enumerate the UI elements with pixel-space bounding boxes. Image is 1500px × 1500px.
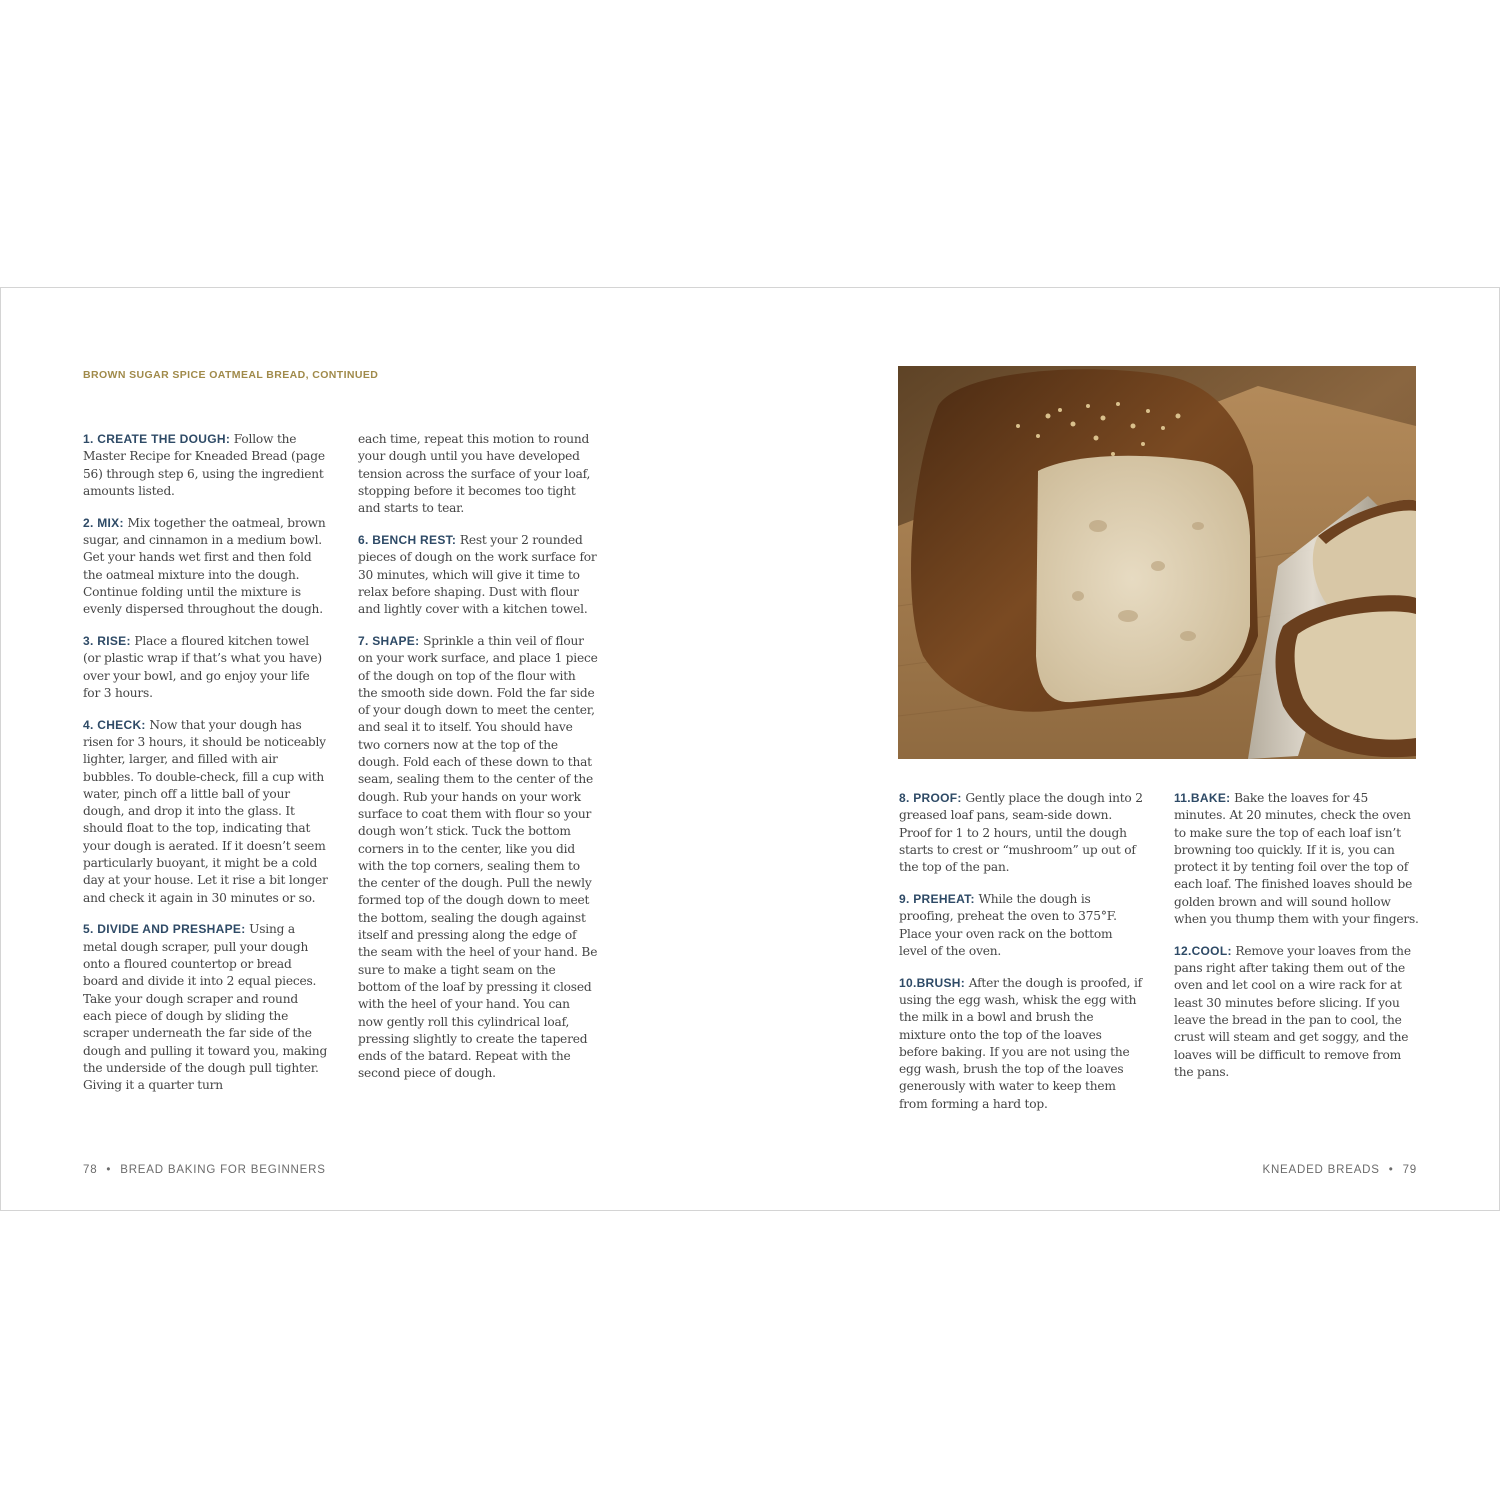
step-paragraph (83, 515, 328, 619)
instructions-column-1 (83, 431, 328, 1109)
step-label: 11.BAKE: (1174, 791, 1231, 805)
step-paragraph (1174, 790, 1422, 928)
page-number: 78 (83, 1164, 98, 1176)
bread-photo (898, 366, 1416, 759)
instructions-column-2 (358, 431, 598, 1097)
step-paragraph (83, 431, 328, 500)
instructions-column-4 (1174, 790, 1422, 1096)
step-label: 3. RISE: (83, 633, 131, 648)
step-label: 1. CREATE THE DOUGH: (83, 432, 231, 446)
step-label: 4. CHECK: (83, 717, 146, 732)
step-label: 9. PREHEAT: (899, 891, 975, 906)
left-folio (83, 1164, 326, 1176)
step-label: 12.COOL: (1174, 943, 1232, 958)
step-paragraph (899, 790, 1143, 876)
step-paragraph (83, 921, 328, 1094)
step-continuation: each time, repeat this motion to round your dough until you have developed tension across the surface of your loaf, stopping before it becomes too tight and starts to tear. (358, 432, 591, 516)
folio-separator: • (1388, 1164, 1394, 1176)
chapter-title: KNEADED BREADS (1262, 1164, 1380, 1176)
step-label: 7. SHAPE: (358, 633, 420, 648)
step-paragraph (899, 975, 1143, 1113)
folio-separator: • (106, 1164, 112, 1176)
step-label: 5. DIVIDE AND PRESHAPE: (83, 922, 246, 937)
step-text: Rest your 2 rounded pieces of dough on the work surface for 30 minutes, which will give it time to relax before shaping. Dust with flour and lightly cover with a kitchen towel. (358, 532, 597, 617)
step-text: Place a floured kitchen towel (or plastic wrap if that’s what you have) over your bowl, and go enjoy your life for 3 hours. (83, 633, 322, 700)
step-paragraph (358, 532, 598, 618)
instructions-column-3 (899, 790, 1143, 1128)
step-text: While the dough is proofing, preheat the oven to 375°F. Place your oven rack on the bottom level of the oven. (899, 891, 1117, 958)
step-text: Now that your dough has risen for 3 hours, it should be noticeably lighter, larger, and filled with air bubbles. To double-check, fill a cup with water, pinch off a little ball of your dough, and drop it into the glass. It should float to the top, indicating that your dough is aerated. If it doesn’t seem particularly buoyant, it might be a cold day at your house. Let it rise a bit longer and check it again in 30 minutes or so. (83, 717, 328, 905)
step-label: 8. PROOF: (899, 791, 962, 805)
step-paragraph (83, 717, 328, 907)
step-label: 2. MIX: (83, 515, 124, 530)
right-folio (1262, 1164, 1417, 1176)
step-text: Bake the loaves for 45 minutes. At 20 minutes, check the oven to make sure the top of each loaf isn’t browning too quickly. If it is, you can protect it by tenting foil over the top of each loaf. The finished loaves should be golden brown and will sound hollow when you thump them with your fingers. (1174, 791, 1419, 927)
step-text: Sprinkle a thin veil of flour on your work surface, and place 1 piece of the dough on top of the flour with the smooth side down. Fold the far side of your dough down to meet the center, and seal it to itself. You should have two corners now at the top of the dough. Fold each of these down to that seam, sealing them to the center of the dough. Rub your hands on your work surface to coat them with flour so your dough won’t stick. Tuck the bottom corners in to the center, like you did with the top corners, sealing them to the center of the dough. Pull the newly formed top of the dough down to meet the bottom, sealing the dough against itself and pressing along the edge of the seam with the heel of your hand. Be sure to make a tight seam on the bottom of the loaf by pressing it closed with the heel of your hand. You can now gently roll this cylindrical loaf, pressing slightly to create the tapered ends of the batard. Repeat with the second piece of dough. (358, 633, 598, 1081)
step-text: Follow the Master Recipe for Kneaded Bread (page 56) through step 6, using the ingredient amounts listed. (83, 432, 325, 498)
page-number: 79 (1402, 1164, 1417, 1176)
step-label: 6. BENCH REST: (358, 532, 457, 547)
step-text: Mix together the oatmeal, brown sugar, and cinnamon in a medium bowl. Get your hands wet first and then fold the oatmeal mixture into the dough. Continue folding until the mixture is evenly dispersed throughout the dough. (83, 515, 326, 617)
step-paragraph (899, 891, 1143, 960)
step-paragraph (83, 633, 328, 702)
step-text: Gently place the dough into 2 greased loaf pans, seam-side down. Proof for 1 to 2 hours, until the dough starts to crest or “mushroom” up out of the top of the pan. (899, 791, 1143, 875)
step-text: Remove your loaves from the pans right after taking them out of the oven and let cool on a wire rack for at least 30 minutes before slicing. If you leave the bread in the pan to cool, the crust will steam and get soggy, and the loaves will be difficult to remove from the pans. (1174, 943, 1411, 1079)
step-paragraph (1174, 943, 1422, 1081)
running-head: BROWN SUGAR SPICE OATMEAL BREAD, CONTINUED (83, 369, 379, 381)
step-label: 10.BRUSH: (899, 975, 966, 990)
step-text: After the dough is proofed, if using the egg wash, whisk the egg with the milk in a bowl and brush the mixture onto the top of the loaves before baking. If you are not using the egg wash, brush the top of the loaves generously with water to keep them from forming a hard top. (899, 975, 1142, 1111)
step-paragraph (358, 633, 598, 1083)
step-text: Using a metal dough scraper, pull your dough onto a floured countertop or bread board and divide it into 2 equal pieces. Take your dough scraper and round each piece of dough by sliding the scraper underneath the far side of the dough and pulling it toward you, making the underside of the dough pull tighter. Giving it a quarter turn (83, 922, 328, 1093)
book-title: BREAD BAKING FOR BEGINNERS (120, 1164, 326, 1176)
